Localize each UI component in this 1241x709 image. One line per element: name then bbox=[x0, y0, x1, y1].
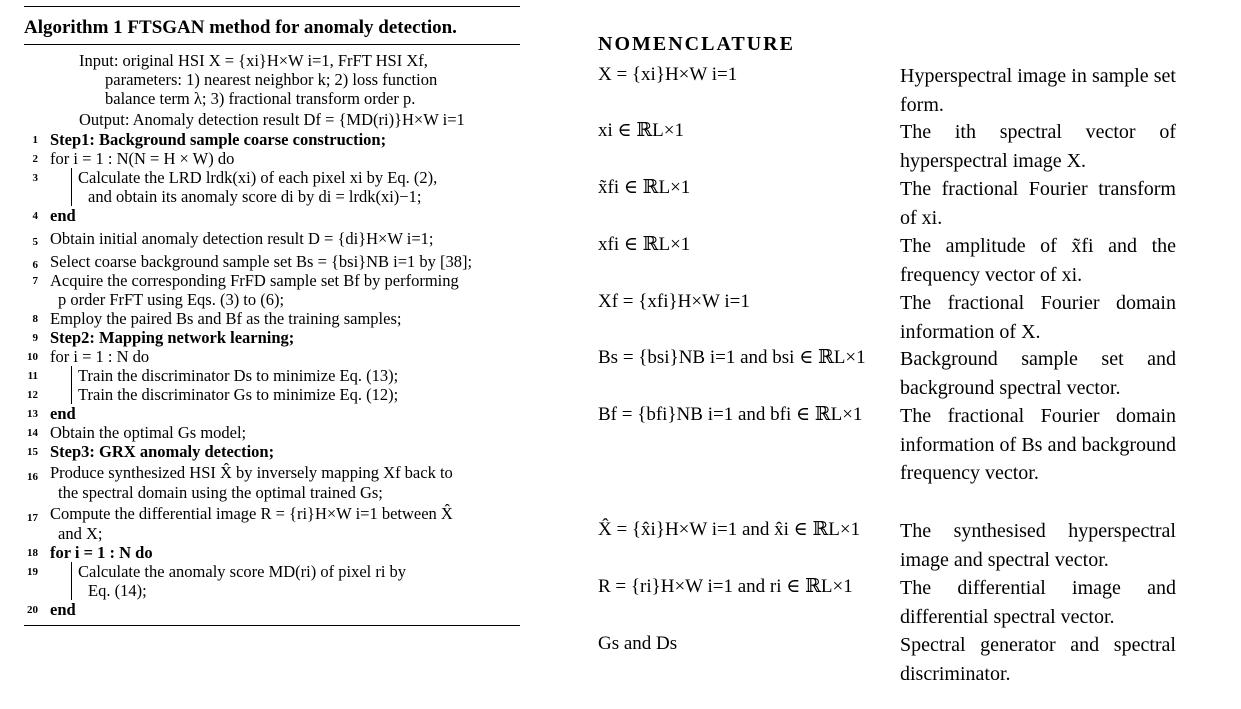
algo-line-text: Step1: Background sample coarse construction; bbox=[50, 130, 387, 149]
algo-line-text: Step3: GRX anomaly detection; bbox=[50, 442, 275, 461]
nomenclature-symbol: X̂ = {x̂i}H×W i=1 and x̂i ∈ ℝL×1 bbox=[598, 519, 861, 540]
algo-line-text: for i = 1 : N do bbox=[50, 347, 150, 366]
algo-line bbox=[24, 562, 520, 581]
nomenclature-description: The fractional Fourier domain information of Bs and background frequency vector. bbox=[900, 405, 1176, 484]
algo-line-text: p order FrFT using Eqs. (3) to (6); bbox=[58, 290, 285, 309]
algo-line bbox=[24, 502, 520, 524]
algo-line-text: Compute the differential image R = {ri}H×W i=1 between X̂ bbox=[50, 504, 453, 523]
algo-line-text: and X; bbox=[58, 524, 103, 543]
algo-line-text: Obtain initial anomaly detection result D = {di}H×W i=1; bbox=[50, 229, 434, 248]
algo-line bbox=[24, 442, 520, 461]
algo-line-text: Obtain the optimal Gs model; bbox=[50, 423, 247, 442]
line-number: 18 bbox=[27, 547, 38, 559]
nomenclature-symbol: X = {xi}H×W i=1 bbox=[598, 64, 738, 85]
nomenclature-symbol: x̃fi ∈ ℝL×1 bbox=[598, 177, 691, 198]
algo-line-text: end bbox=[50, 404, 76, 423]
nomenclature-description: The ith spectral vector of hyperspectral image X. bbox=[900, 121, 1176, 172]
algorithm-title: Algorithm 1 FTSGAN method for anomaly detection. bbox=[24, 17, 457, 38]
algo-line bbox=[24, 187, 520, 206]
algo-line-text: balance term λ; 3) fractional transform order p. bbox=[105, 89, 416, 108]
nomenclature-symbol: Gs and Ds bbox=[598, 633, 678, 654]
algo-line bbox=[24, 347, 520, 366]
nomenclature-description: The fractional Fourier domain information of X. bbox=[900, 292, 1176, 343]
nomenclature-symbol: xi ∈ ℝL×1 bbox=[598, 120, 684, 141]
algo-line bbox=[24, 108, 520, 130]
line-number: 20 bbox=[27, 604, 38, 616]
algo-line-text: for i = 1 : N do bbox=[50, 543, 153, 562]
algo-line-text: Produce synthesized HSI X̂ by inversely mapping Xf back to bbox=[50, 463, 453, 482]
algo-line bbox=[24, 404, 520, 423]
line-number: 2 bbox=[32, 153, 38, 165]
line-number: 10 bbox=[27, 351, 38, 363]
algo-line-text: Step2: Mapping network learning; bbox=[50, 328, 295, 347]
algo-line bbox=[24, 461, 520, 483]
nomenclature-description: Hyperspectral image in sample set form. bbox=[900, 65, 1176, 116]
algo-line-text: parameters: 1) nearest neighbor k; 2) loss function bbox=[105, 70, 438, 89]
line-number: 11 bbox=[27, 370, 38, 382]
line-number: 13 bbox=[27, 408, 38, 420]
line-number: 9 bbox=[32, 332, 38, 344]
line-number: 5 bbox=[32, 236, 38, 248]
algo-line bbox=[24, 130, 520, 149]
algo-line bbox=[24, 51, 520, 70]
algo-line bbox=[24, 524, 520, 543]
algo-line bbox=[24, 600, 520, 619]
nomenclature-title: NOMENCLATURE bbox=[598, 33, 795, 55]
nomenclature-symbol: Bs = {bsi}NB i=1 and bsi ∈ ℝL×1 bbox=[598, 347, 866, 368]
line-number: 7 bbox=[32, 275, 38, 287]
algo-line bbox=[24, 581, 520, 600]
algo-line bbox=[24, 206, 520, 225]
nomenclature-description: The synthesised hyperspectral image and spectral vector. bbox=[900, 520, 1176, 571]
nomenclature-description: The differential image and differential spectral vector. bbox=[900, 577, 1176, 628]
algo-line-text: Output: Anomaly detection result Df = {MD(ri)}H×W i=1 bbox=[79, 110, 465, 129]
line-number: 17 bbox=[27, 512, 38, 524]
line-number: 16 bbox=[27, 471, 38, 483]
algo-line bbox=[24, 271, 520, 290]
algorithm-body bbox=[24, 45, 520, 619]
algo-line bbox=[24, 483, 520, 502]
line-number: 1 bbox=[32, 134, 38, 146]
algorithm-box bbox=[24, 6, 520, 626]
algo-line bbox=[24, 543, 520, 562]
line-number: 12 bbox=[27, 389, 38, 401]
algo-line bbox=[24, 328, 520, 347]
algo-line bbox=[24, 248, 520, 271]
line-number: 19 bbox=[27, 566, 38, 578]
nomenclature-symbol: Bf = {bfi}NB i=1 and bfi ∈ ℝL×1 bbox=[598, 404, 863, 425]
nomenclature-section bbox=[598, 32, 1178, 685]
algo-line-text: Calculate the LRD lrdk(xi) of each pixel xi by Eq. (2), bbox=[78, 168, 438, 187]
algo-line-text: Calculate the anomaly score MD(ri) of pixel ri by bbox=[78, 562, 407, 581]
algo-line-text: and obtain its anomaly score di by di = lrdk(xi)−1; bbox=[88, 187, 422, 206]
algo-line bbox=[24, 385, 520, 404]
algo-line-text: Eq. (14); bbox=[88, 581, 147, 600]
nomenclature-description: The fractional Fourier transform of xi. bbox=[900, 178, 1176, 229]
algo-line-text: for i = 1 : N(N = H × W) do bbox=[50, 149, 235, 168]
line-number: 15 bbox=[27, 446, 38, 458]
line-number: 4 bbox=[32, 210, 38, 222]
line-number: 6 bbox=[32, 259, 38, 271]
algo-line-text: end bbox=[50, 206, 76, 225]
algo-line-text: Train the discriminator Ds to minimize Eq. (13); bbox=[78, 366, 399, 385]
algo-line-text: Acquire the corresponding FrFD sample set Bf by performing bbox=[50, 271, 459, 290]
algo-line-text: end bbox=[50, 600, 76, 619]
nomenclature-symbol: R = {ri}H×W i=1 and ri ∈ ℝL×1 bbox=[598, 576, 853, 597]
line-number: 14 bbox=[27, 427, 38, 439]
algo-line-text: Employ the paired Bs and Bf as the training samples; bbox=[50, 309, 402, 328]
bottom-rule bbox=[24, 625, 520, 626]
algo-line-text: Select coarse background sample set Bs = {bsi}NB i=1 by [38]; bbox=[50, 252, 473, 271]
algo-line-text: the spectral domain using the optimal trained Gs; bbox=[58, 483, 383, 502]
nomenclature-description: Spectral generator and spectral discriminator. bbox=[900, 634, 1176, 685]
algo-line bbox=[24, 70, 520, 89]
algo-line bbox=[24, 366, 520, 385]
nomenclature-description: Background sample set and background spectral vector. bbox=[900, 348, 1176, 399]
algo-line bbox=[24, 168, 520, 187]
line-number: 8 bbox=[32, 313, 38, 325]
algo-line bbox=[24, 423, 520, 442]
algo-line-text: Input: original HSI X = {xi}H×W i=1, FrFT HSI Xf, bbox=[79, 51, 428, 70]
algo-line bbox=[24, 309, 520, 328]
algo-line bbox=[24, 149, 520, 168]
nomenclature-symbol: Xf = {xfi}H×W i=1 bbox=[598, 291, 750, 312]
algo-line bbox=[24, 89, 520, 108]
nomenclature-description: The amplitude of x̃fi and the frequency vector of xi. bbox=[900, 235, 1176, 286]
algo-line bbox=[24, 225, 520, 248]
algo-line-text: Train the discriminator Gs to minimize Eq. (12); bbox=[78, 385, 399, 404]
nomenclature-symbol: xfi ∈ ℝL×1 bbox=[598, 234, 691, 255]
line-number: 3 bbox=[32, 172, 38, 184]
algo-line bbox=[24, 290, 520, 309]
